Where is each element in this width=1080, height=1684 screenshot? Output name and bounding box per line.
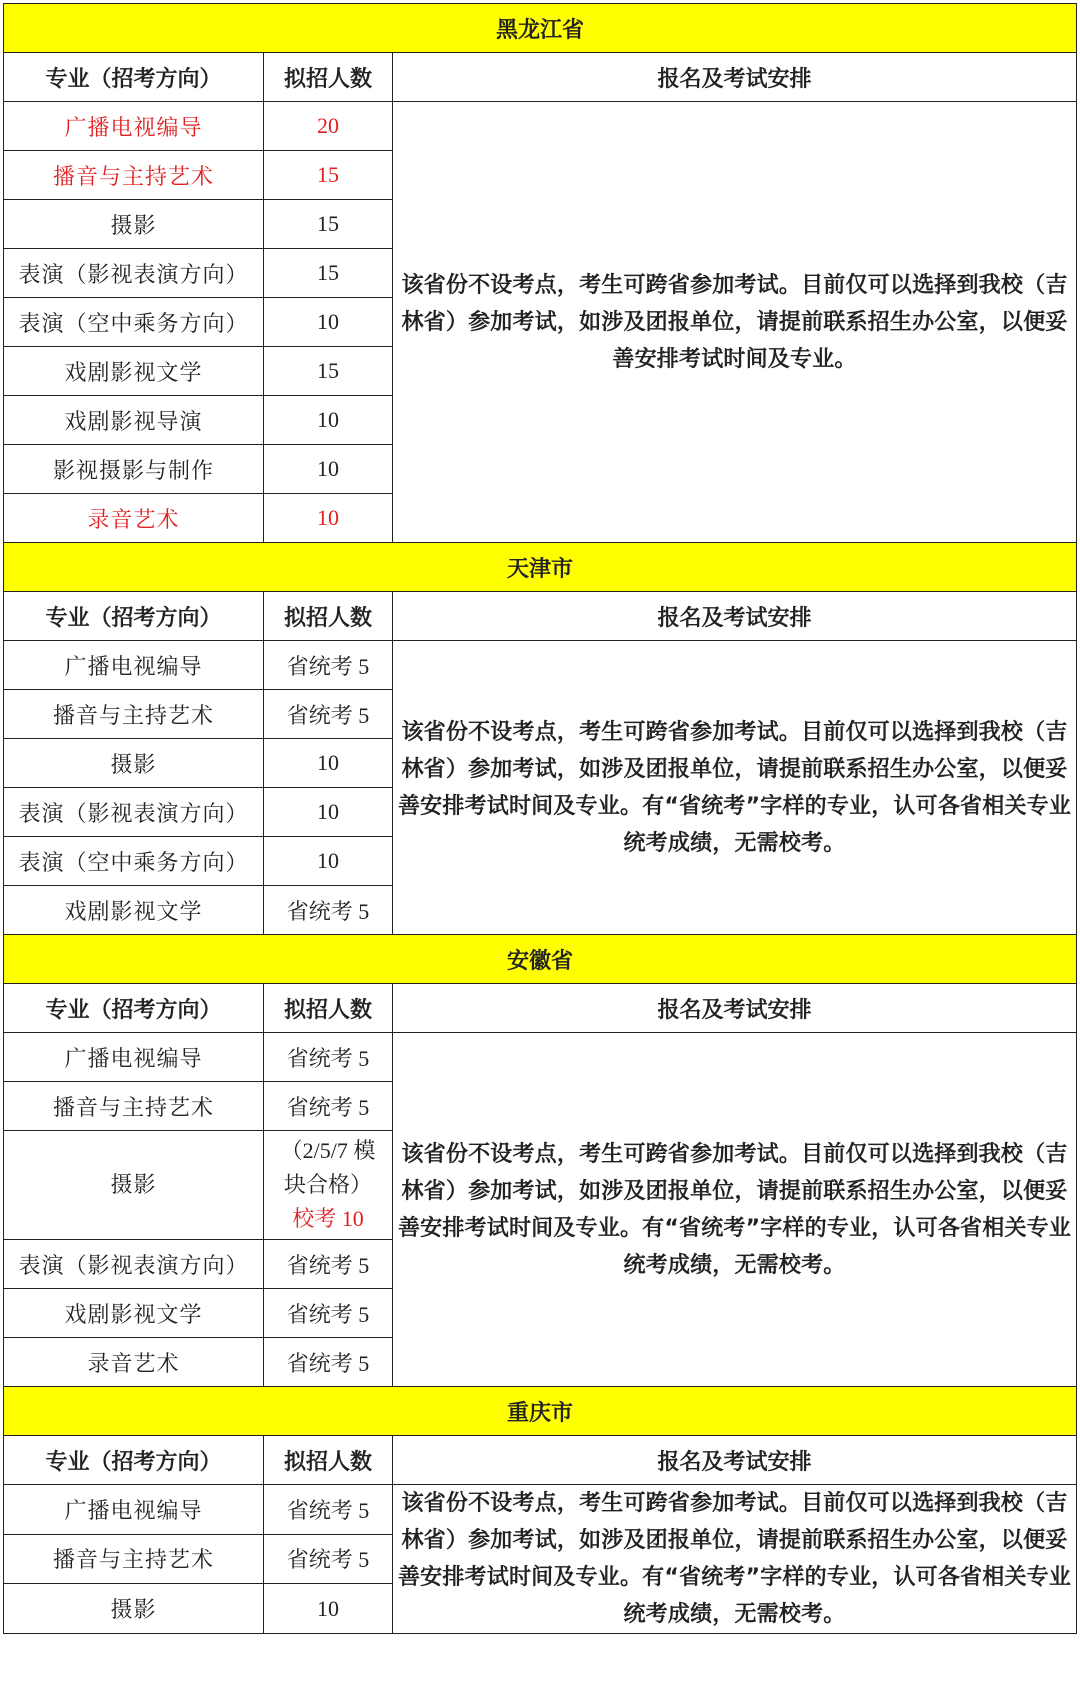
province-table-anhui [3, 934, 1077, 1387]
quota-cell: 10 [264, 445, 393, 494]
header-quota: 拟招人数 [264, 1436, 393, 1485]
quota-cell: 省统考 5 [264, 641, 393, 690]
province-title: 重庆市 [4, 1387, 1077, 1436]
major-cell: 戏剧影视文学 [4, 1289, 264, 1338]
province-title: 安徽省 [4, 935, 1077, 984]
major-cell: 广播电视编导 [4, 641, 264, 690]
major-cell: 戏剧影视文学 [4, 347, 264, 396]
major-cell: 表演（空中乘务方向） [4, 837, 264, 886]
header-quota: 拟招人数 [264, 592, 393, 641]
major-cell: 表演（空中乘务方向） [4, 298, 264, 347]
quota-cell: 省统考 5 [264, 1240, 393, 1289]
arrangement-note: 该省份不设考点，考生可跨省参加考试。目前仅可以选择到我校（吉林省）参加考试，如涉及团报单位，请提前联系招生办公室，以便妥善安排考试时间及专业。有“省统考”字样的专业，认可各省相关专业统考成绩，无需校考。 [393, 1485, 1077, 1634]
province-table-chongqing [3, 1386, 1077, 1634]
enrollment-document [3, 3, 1077, 1634]
quota-cell: 10 [264, 298, 393, 347]
quota-cell: 10 [264, 494, 393, 543]
major-cell: 录音艺术 [4, 494, 264, 543]
quota-cell: 15 [264, 151, 393, 200]
quota-cell: 省统考 5 [264, 690, 393, 739]
quota-cell: 10 [264, 837, 393, 886]
major-cell: 广播电视编导 [4, 1485, 264, 1535]
table-row [4, 1033, 1077, 1082]
quota-cell: 20 [264, 102, 393, 151]
table-row [4, 102, 1077, 151]
quota-cell: 10 [264, 396, 393, 445]
arrangement-note: 该省份不设考点，考生可跨省参加考试。目前仅可以选择到我校（吉林省）参加考试，如涉及团报单位，请提前联系招生办公室，以便妥善安排考试时间及专业。有“省统考”字样的专业，认可各省相关专业统考成绩，无需校考。 [393, 1033, 1077, 1387]
major-cell: 播音与主持艺术 [4, 1082, 264, 1131]
quota-cell: 省统考 5 [264, 1082, 393, 1131]
major-cell: 录音艺术 [4, 1338, 264, 1387]
major-cell: 表演（影视表演方向） [4, 249, 264, 298]
major-cell: 影视摄影与制作 [4, 445, 264, 494]
header-arrangement: 报名及考试安排 [393, 984, 1077, 1033]
table-row [4, 1485, 1077, 1535]
major-cell: 摄影 [4, 739, 264, 788]
quota-cell: 15 [264, 200, 393, 249]
major-cell: 广播电视编导 [4, 1033, 264, 1082]
table-row [4, 641, 1077, 690]
header-arrangement: 报名及考试安排 [393, 53, 1077, 102]
province-title: 天津市 [4, 543, 1077, 592]
header-major: 专业（招考方向） [4, 53, 264, 102]
major-cell: 播音与主持艺术 [4, 1534, 264, 1584]
major-cell: 播音与主持艺术 [4, 151, 264, 200]
quota-cell: 省统考 5 [264, 1289, 393, 1338]
major-cell: 摄影 [4, 1131, 264, 1240]
header-major: 专业（招考方向） [4, 984, 264, 1033]
province-table-tianjin [3, 542, 1077, 935]
arrangement-note: 该省份不设考点，考生可跨省参加考试。目前仅可以选择到我校（吉林省）参加考试，如涉及团报单位，请提前联系招生办公室，以便妥善安排考试时间及专业。 [393, 102, 1077, 543]
quota-cell: 10 [264, 788, 393, 837]
header-major: 专业（招考方向） [4, 1436, 264, 1485]
quota-cell [264, 1131, 393, 1240]
quota-cell: 15 [264, 249, 393, 298]
province-title: 黑龙江省 [4, 4, 1077, 53]
major-cell: 表演（影视表演方向） [4, 1240, 264, 1289]
header-arrangement: 报名及考试安排 [393, 592, 1077, 641]
header-major: 专业（招考方向） [4, 592, 264, 641]
major-cell: 播音与主持艺术 [4, 690, 264, 739]
quota-cell: 15 [264, 347, 393, 396]
major-cell: 广播电视编导 [4, 102, 264, 151]
header-quota: 拟招人数 [264, 53, 393, 102]
quota-cell: 省统考 5 [264, 1338, 393, 1387]
major-cell: 戏剧影视文学 [4, 886, 264, 935]
major-cell: 摄影 [4, 1584, 264, 1634]
arrangement-note: 该省份不设考点，考生可跨省参加考试。目前仅可以选择到我校（吉林省）参加考试，如涉及团报单位，请提前联系招生办公室，以便妥善安排考试时间及专业。有“省统考”字样的专业，认可各省相关专业统考成绩，无需校考。 [393, 641, 1077, 935]
province-table-heilongjiang [3, 3, 1077, 543]
quota-cell: 10 [264, 1584, 393, 1634]
quota-cell: 省统考 5 [264, 886, 393, 935]
quota-condition: （2/5/7 模块合格） [280, 1138, 376, 1197]
quota-cell: 省统考 5 [264, 1485, 393, 1535]
header-arrangement: 报名及考试安排 [393, 1436, 1077, 1485]
quota-cell: 10 [264, 739, 393, 788]
quota-cell: 省统考 5 [264, 1534, 393, 1584]
quota-school-exam: 校考 10 [292, 1206, 364, 1231]
header-quota: 拟招人数 [264, 984, 393, 1033]
major-cell: 表演（影视表演方向） [4, 788, 264, 837]
major-cell: 戏剧影视导演 [4, 396, 264, 445]
quota-cell: 省统考 5 [264, 1033, 393, 1082]
major-cell: 摄影 [4, 200, 264, 249]
